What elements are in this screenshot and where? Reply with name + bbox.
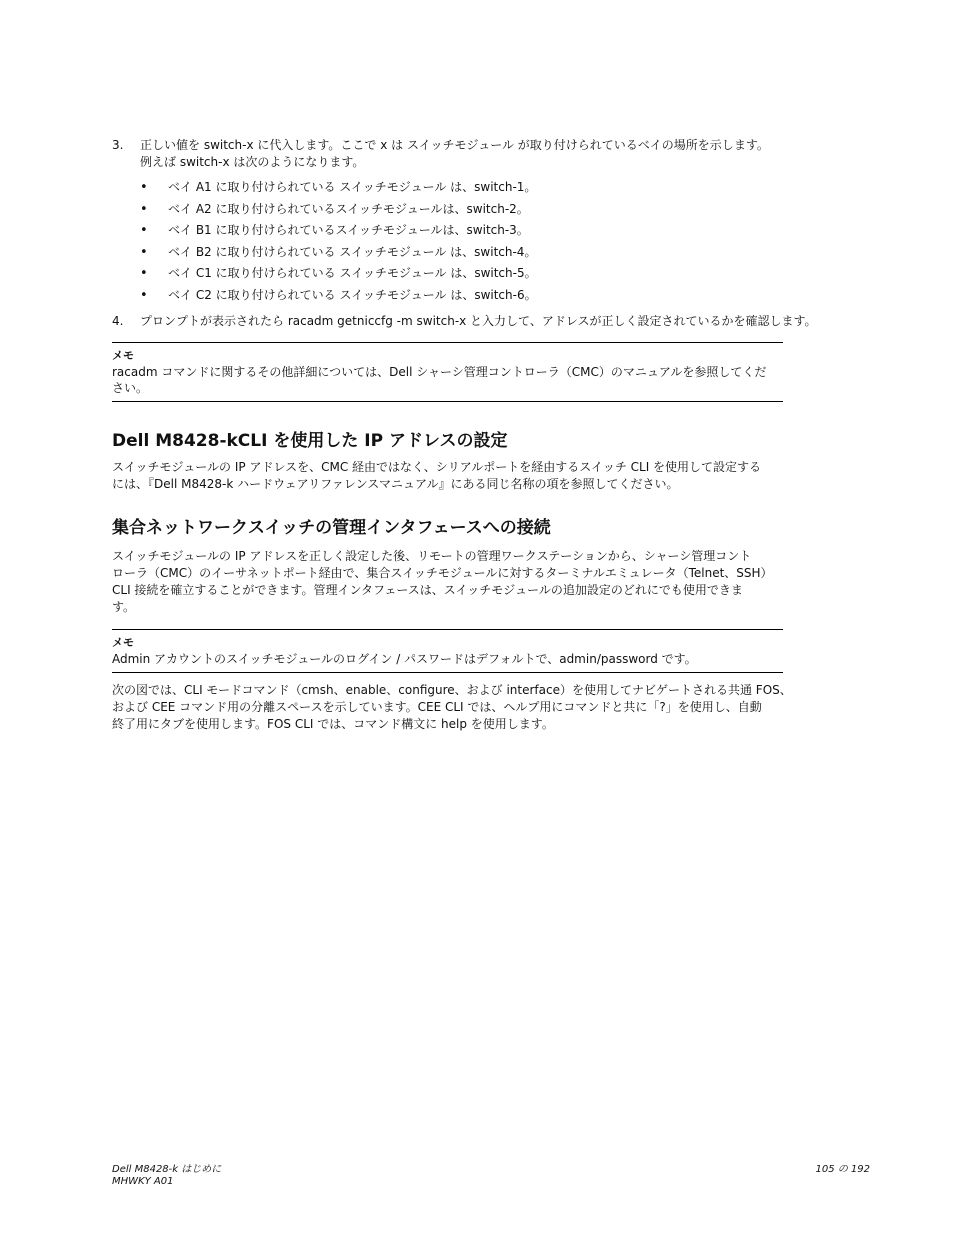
section-heading-management-interface: 集合ネットワークスイッチの管理インタフェースへの接続	[112, 518, 551, 538]
step-3-text	[140, 137, 872, 171]
step-3-line-2: 例えば switch-x は次のようになります。	[140, 155, 365, 169]
step-number: 4.	[112, 314, 124, 328]
page-number: 105 の 192	[815, 1164, 870, 1175]
paragraph-line: 終了用にタブを使用します。FOS CLI では、コマンド構文に help を使用します。	[112, 717, 554, 731]
footer-doc-title: Dell M8428-k はじめに	[112, 1164, 222, 1175]
note-line-1: racadm コマンドに関するその他詳細については、Dell シャーシ管理コントローラ（CMC）のマニュアルを参照してくだ	[112, 365, 767, 379]
list-item	[140, 199, 840, 221]
closing-paragraph	[112, 682, 872, 733]
paragraph-line: および CEE コマンド用の分離スペースを示しています。CEE CLI では、ヘルプ用にコマンドと共に「?」を使用し、自動	[112, 700, 762, 714]
bullet-icon: •	[140, 287, 148, 303]
footer-left	[112, 1164, 221, 1188]
note-body	[112, 364, 862, 396]
bullet-icon: •	[140, 201, 148, 217]
bullet-icon: •	[140, 244, 148, 260]
list-item	[140, 242, 840, 264]
paragraph-line: スイッチモジュールの IP アドレスを、CMC 経由ではなく、シリアルポートを経由するスイッチ CLI を使用して設定する	[112, 460, 762, 474]
bay-list	[140, 177, 840, 306]
note-body: Admin アカウントのスイッチモジュールのログイン / パスワードはデフォルトで、admin/password です。	[112, 652, 697, 666]
note-top-rule	[112, 629, 783, 630]
note-bottom-rule	[112, 401, 783, 402]
note-title: メモ	[112, 636, 134, 649]
step-4-text: プロンプトが表示されたら racadm getniccfg -m switch-x と入力して、アドレスが正しく設定されているかを確認します。	[140, 314, 817, 328]
note-line-2: さい。	[112, 381, 149, 395]
step-4	[112, 313, 872, 330]
paragraph-line: スイッチモジュールの IP アドレスを正しく設定した後、リモートの管理ワークステーションから、シャーシ管理コント	[112, 549, 752, 563]
bay-text: ベイ C1 に取り付けられている スイッチモジュール は、switch-5。	[168, 266, 537, 280]
section-ip-setup-body	[112, 459, 872, 493]
step-3	[112, 137, 872, 171]
step-3-line-1: 正しい値を switch-x に代入します。ここで x は スイッチモジュール が取り付けられているベイの場所を示します。	[140, 138, 769, 152]
bay-text: ベイ C2 に取り付けられている スイッチモジュール は、switch-6。	[168, 287, 537, 302]
paragraph-line: す。	[112, 600, 136, 614]
footer-doc-id: MHWKY A01	[112, 1176, 174, 1187]
paragraph-line: CLI 接続を確立することができます。管理インタフェースは、スイッチモジュールの追加設定のどれにでも使用できま	[112, 583, 743, 597]
note-bottom-rule	[112, 672, 783, 673]
section-management-body	[112, 548, 872, 616]
section-heading-ip-setup: Dell M8428-kCLI を使用した IP アドレスの設定	[112, 431, 508, 451]
note-top-rule	[112, 342, 783, 343]
bullet-icon: •	[140, 180, 148, 195]
step-number: 3.	[112, 138, 124, 152]
list-item	[140, 285, 840, 307]
bay-text: ベイ B2 に取り付けられている スイッチモジュール は、switch-4。	[168, 244, 537, 259]
list-item	[140, 177, 840, 199]
paragraph-line: 次の図では、CLI モードコマンド（cmsh、enable、configure、および interface）を使用してナビゲートされる共通 FOS、	[112, 683, 792, 697]
paragraph-line: には、『Dell M8428-k ハードウェアリファレンスマニュアル』にある同じ名称の項を参照してください。	[112, 477, 679, 491]
bullet-icon: •	[140, 266, 148, 281]
list-item	[140, 220, 840, 242]
bay-text: ベイ A1 に取り付けられている スイッチモジュール は、switch-1。	[168, 180, 537, 194]
bay-text: ベイ A2 に取り付けられているスイッチモジュールは、switch-2。	[168, 201, 529, 216]
note-title: メモ	[112, 349, 134, 362]
list-item	[140, 263, 840, 285]
bullet-icon: •	[140, 223, 148, 238]
paragraph-line: ローラ（CMC）のイーサネットポート経由で、集合スイッチモジュールに対するターミナルエミュレータ（Telnet、SSH）	[112, 566, 773, 580]
bay-text: ベイ B1 に取り付けられているスイッチモジュールは、switch-3。	[168, 223, 529, 237]
